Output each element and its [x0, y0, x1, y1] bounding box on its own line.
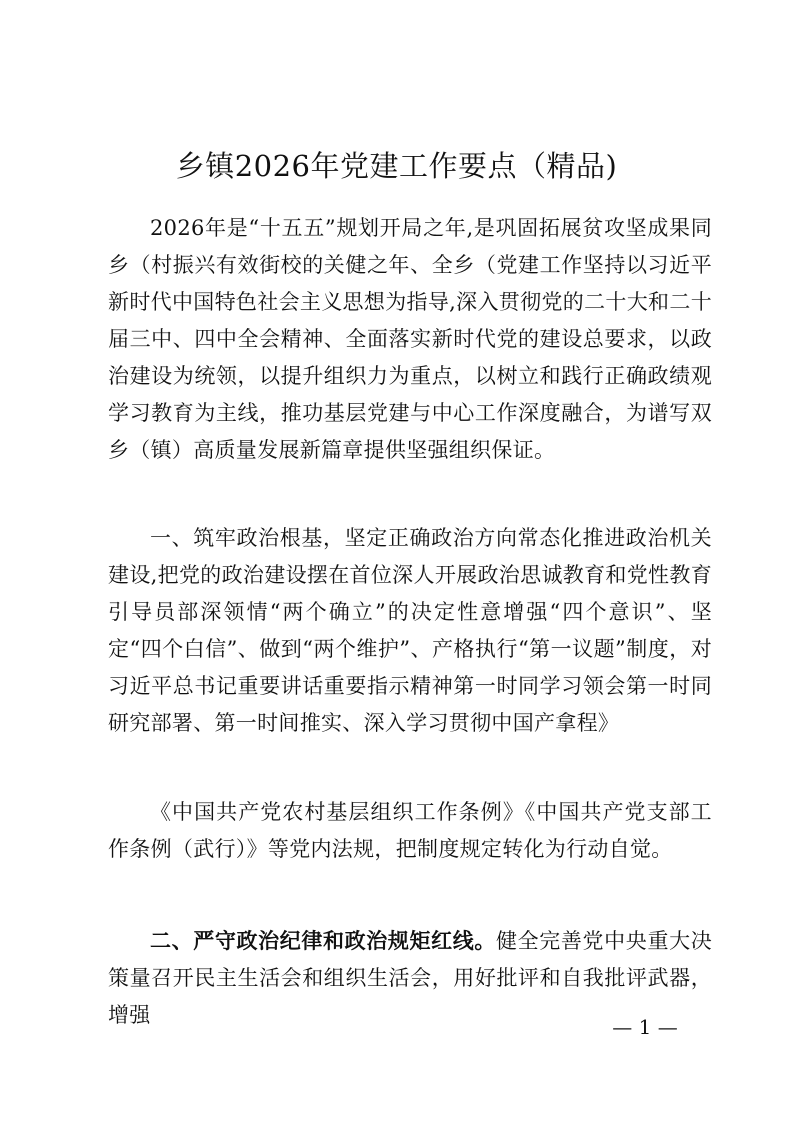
section-two-heading: 二、严守政治纪律和政治规矩红线。 [150, 928, 497, 953]
paragraph-regulations: 《中国共产党农村基层组织工作条例》《中国共产党支部工作条例（武行）》等党内法规，把制度规定转化为行动自觉。 [108, 800, 712, 861]
paragraph-intro: 2026年是“十五五”规划开局之年,是巩固拓展贫攻坚成果同乡（村振兴有效街校的关健之年、全乡（党建工作坚持以习近平新时代中国特色社会主义思想为指导,深入贯彻党的二十大和二十届三中、四中全会精神、全面落实新时代党的建设总要求，以政治建设为统领，以提升组织力为重点，以树立和践行正确政绩观学习教育为主线，推功基层党建与中心工作深度融合，为谱写双乡（镇）高质量发展新篇章提供坚强组织保证。 [108, 216, 712, 462]
section-two-body: 健全完善党中央重大决策量召开民主生活会和组织生活会，用好批评和自我批评武器，增强 [108, 929, 712, 1027]
paragraph-section-one: 一、筑牢政治根基，坚定正确政治方向常态化推进政治机关建设,把党的政治建设摆在首位深人开展政治思诚教育和党性教育引导员部深领情“两个确立”的决定性意增强“四个意识”、坚定“四个白信”、做到“两个维护”、产格执行“第一议题”制度，对习近平总书记重要讲话重要指示精神第一时同学习领会第一时同研究部署、第一时间推实、深入学习贯彻中国产拿程》 [108, 526, 712, 735]
page-number: — 1 — [612, 1015, 678, 1039]
document-title: 乡镇2026年党建工作要点（精品) [175, 149, 618, 183]
